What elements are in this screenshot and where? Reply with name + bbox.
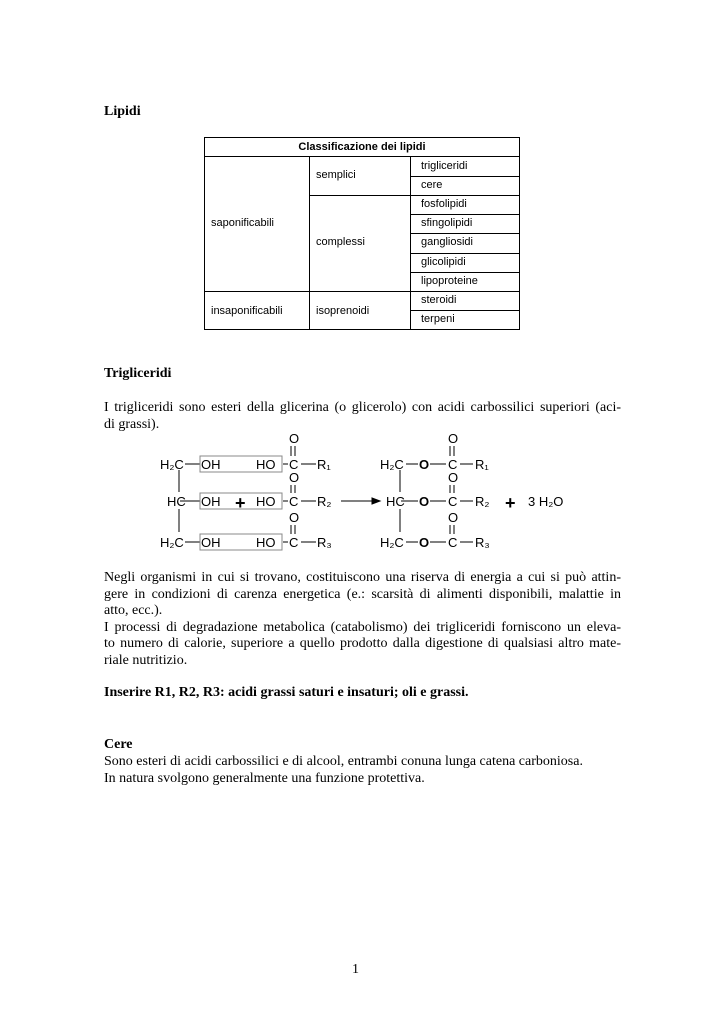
h2c-label: H₂C bbox=[380, 457, 404, 472]
page-number: 1 bbox=[352, 962, 359, 977]
hydroxyl-label: HO bbox=[256, 494, 276, 509]
paragraph-cere bbox=[104, 754, 621, 787]
item-gangliosidi: gangliosidi bbox=[421, 236, 473, 248]
r1-label: R₁ bbox=[475, 457, 489, 472]
paragraph-trig-intro bbox=[104, 400, 621, 433]
triglyceride-reaction-scheme bbox=[150, 430, 580, 555]
hydroxyl-label: OH bbox=[201, 494, 221, 509]
h2c-label: H₂C bbox=[380, 535, 404, 550]
table-header: Classificazione dei lipidi bbox=[205, 138, 519, 157]
text-line: Sono esteri di acidi carbossilici e di alcool, entrambi conuna lunga catena carboniosa. bbox=[104, 754, 583, 769]
carbon-label: C bbox=[289, 535, 299, 550]
item-glicolipidi: glicolipidi bbox=[421, 256, 466, 268]
carbon-label: C bbox=[448, 457, 458, 472]
section-title-cere: Cere bbox=[104, 737, 133, 752]
item-lipoproteine: lipoproteine bbox=[421, 275, 478, 287]
subgroup-isoprenoidi: isoprenoidi bbox=[316, 305, 370, 317]
text-line: atto, ecc.). bbox=[104, 603, 163, 618]
ester-oxygen-label: O bbox=[419, 535, 430, 550]
plus-sign: + bbox=[235, 493, 246, 513]
paragraph-trig-organisms bbox=[104, 570, 621, 669]
carbon-label: C bbox=[448, 494, 458, 509]
item-sfingolipidi: sfingolipidi bbox=[421, 217, 473, 229]
group-insaponificabili: insaponificabili bbox=[211, 305, 283, 317]
oxygen-label: O bbox=[289, 470, 300, 485]
text-line: riale nutritizio. bbox=[104, 652, 188, 668]
text-line: I trigliceridi sono esteri della glicerina (o glicerolo) con acidi carbossilici superiori (aci- bbox=[104, 400, 621, 415]
ester-oxygen-label: O bbox=[419, 494, 430, 509]
item-steroidi: steroidi bbox=[421, 294, 457, 306]
r3-label: R₃ bbox=[475, 535, 490, 550]
hydroxyl-label: HO bbox=[256, 535, 276, 550]
text-line: to numero di calorie, superiore a quello prodotto dalla digestione di qualsiasi altro mate- bbox=[104, 636, 621, 651]
item-cere: cere bbox=[421, 179, 443, 191]
r2-label: R₂ bbox=[475, 494, 490, 509]
oxygen-label: O bbox=[448, 431, 459, 446]
text-line: gere in condizioni di carenza energetica (e.: scarsità di alimenti disponibili, malattie in bbox=[104, 586, 621, 602]
ester-oxygen-label: O bbox=[419, 457, 430, 472]
subgroup-semplici: semplici bbox=[316, 169, 356, 181]
subgroup-complessi: complessi bbox=[316, 236, 365, 248]
hydroxyl-label: OH bbox=[201, 535, 221, 550]
instruction-text: Inserire R1, R2, R3: acidi grassi saturi e insaturi; oli e grassi. bbox=[104, 685, 469, 700]
hydroxyl-label: HO bbox=[256, 457, 276, 472]
section-title-trigliceridi: Trigliceridi bbox=[104, 366, 172, 381]
carbon-label: C bbox=[289, 494, 299, 509]
h2c-label: H₂C bbox=[160, 457, 184, 472]
section-title-lipidi: Lipidi bbox=[104, 104, 141, 119]
item-terpeni: terpeni bbox=[421, 313, 455, 325]
oxygen-label: O bbox=[289, 431, 300, 446]
text-line: I processi di degradazione metabolica (catabolismo) dei trigliceridi forniscono un eleva- bbox=[104, 619, 621, 635]
water-label: 3 H₂O bbox=[528, 494, 564, 509]
item-fosfolipidi: fosfolipidi bbox=[421, 198, 467, 210]
text-line: di grassi). bbox=[104, 416, 160, 432]
carbon-label: C bbox=[289, 457, 299, 472]
oxygen-label: O bbox=[289, 510, 300, 525]
hc-label: HC bbox=[386, 494, 405, 509]
r2-label: R₂ bbox=[317, 494, 332, 509]
oxygen-label: O bbox=[448, 470, 459, 485]
plus-sign: + bbox=[505, 493, 516, 513]
hydroxyl-label: OH bbox=[201, 457, 221, 472]
hc-label: HC bbox=[167, 494, 186, 509]
group-saponificabili: saponificabili bbox=[211, 217, 274, 229]
classification-table bbox=[204, 137, 520, 330]
text-line: Negli organismi in cui si trovano, costituiscono una riserva di energia a cui si può attin- bbox=[104, 570, 621, 585]
carbon-label: C bbox=[448, 535, 458, 550]
item-trigliceridi: trigliceridi bbox=[421, 160, 468, 172]
h2c-label: H₂C bbox=[160, 535, 184, 550]
r3-label: R₃ bbox=[317, 535, 332, 550]
oxygen-label: O bbox=[448, 510, 459, 525]
r1-label: R₁ bbox=[317, 457, 331, 472]
text-line: In natura svolgono generalmente una funzione protettiva. bbox=[104, 770, 425, 786]
